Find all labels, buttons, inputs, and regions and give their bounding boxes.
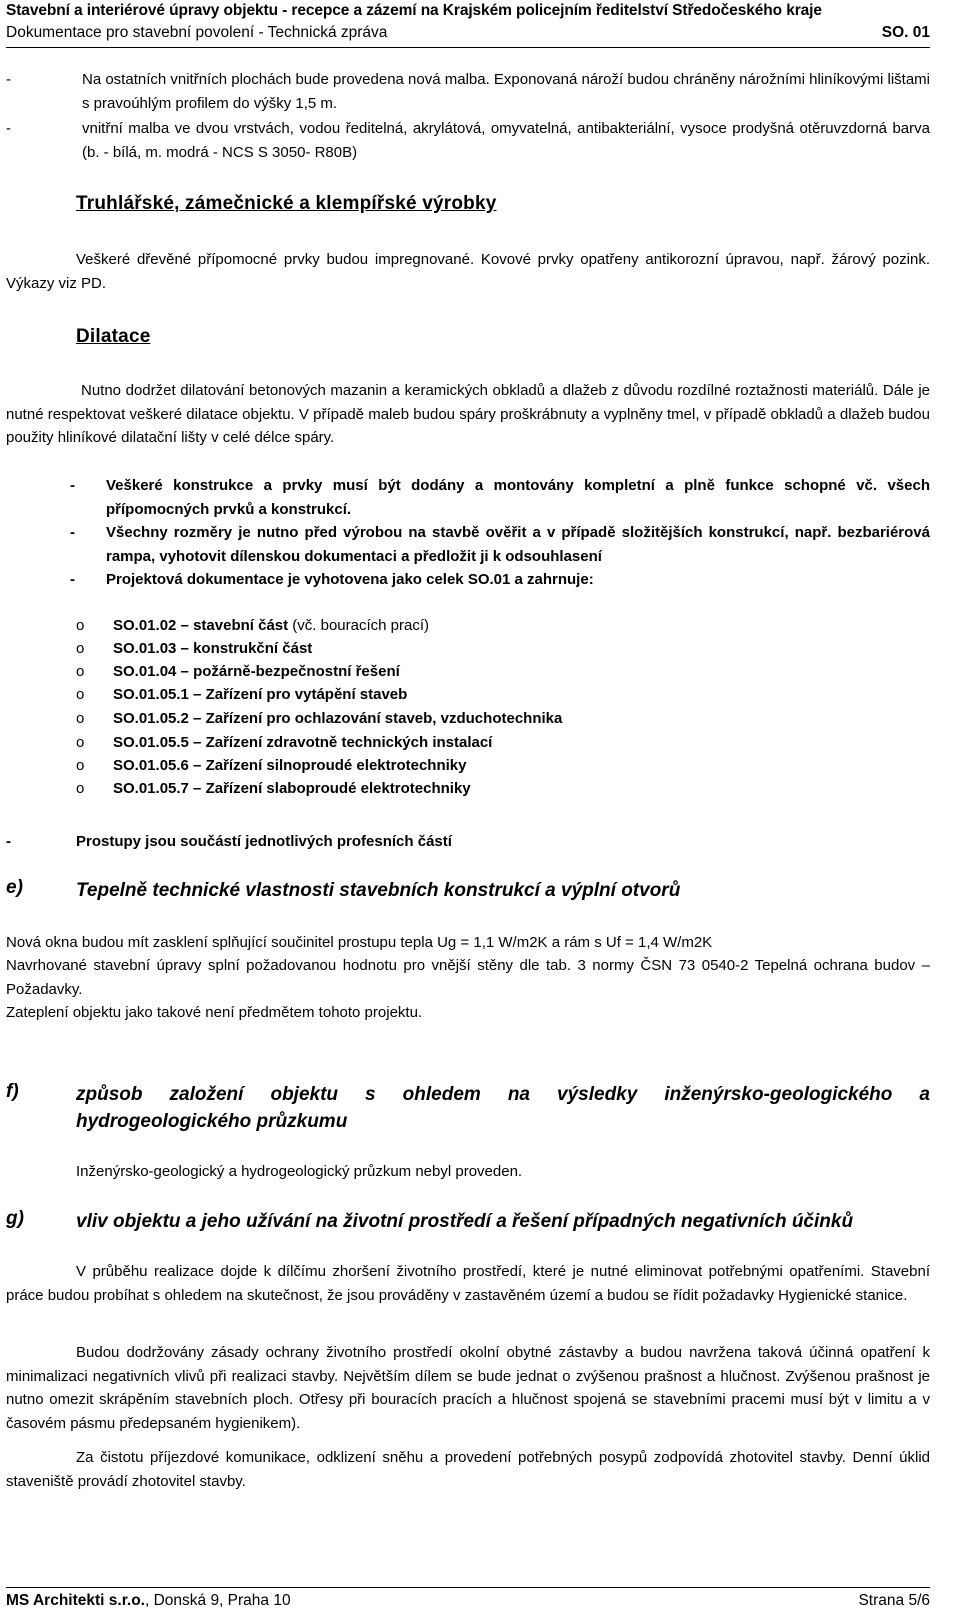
carpentry-heading: Truhlářské, zámečnické a klempířské výrobky — [76, 193, 497, 214]
footer-rule — [6, 1587, 930, 1588]
bullet-marker: o — [76, 640, 85, 657]
section-g-paragraph: Za čistotu příjezdové komunikace, odklizení sněhu a provedení potřebných posypů zodpovídá zhotovitel stavby. Denní úklid staveniště provádí zhotovitel stavby. — [6, 1449, 930, 1490]
header-rule — [6, 47, 930, 48]
section-e-line: Zateplení objektu jako takové není předmětem tohoto projektu. — [6, 1004, 423, 1021]
so-code: SO.01.02 — [113, 617, 177, 634]
section-f-letter: f) — [6, 1081, 19, 1102]
dash-marker: - — [6, 833, 11, 850]
so-code: SO.01.05.1 — [113, 686, 189, 703]
section-g-paragraph: V průběhu realizace dojde k dílčímu zhoršení životního prostředí, které je nutné eliminovat potřebnými opatřeními. Stavební práce budou probíhat s ohledem na skutečnost, že jsou prováděny v zastavěném území a budou se řídit požadavky Hygienické stanice. — [6, 1263, 930, 1304]
so-separator: – — [188, 686, 206, 703]
bullet-marker: o — [76, 757, 85, 774]
header-subtitle: Dokumentace pro stavební povolení - Technická zpráva — [6, 24, 388, 41]
bullet-marker: o — [76, 663, 85, 680]
section-e-line: Navrhované stavební úpravy splní požadovanou hodnotu pro vnější stěny dle tab. 3 normy ČSN 73 0540-2 Tepelná ochrana budov – Požadavky. — [6, 957, 930, 998]
prostupy-text: Prostupy jsou součástí jednotlivých profesních částí — [76, 833, 452, 850]
section-e-letter: e) — [6, 877, 23, 898]
footer-company: MS Architekti s.r.o. — [6, 1592, 145, 1609]
bullet-marker: o — [76, 686, 85, 703]
dash-marker: - — [70, 524, 75, 541]
so-name: Zařízení zdravotně technických instalací — [205, 734, 493, 751]
so-name: Zařízení slaboproudé elektrotechniky — [205, 780, 471, 797]
so-code: SO.01.04 — [113, 663, 177, 680]
bold-item-text: Všechny rozměry je nutno před výrobou na stavbě ověřit a v případě složitějších konstrukcí, např. bezbariérová rampa, vyhotovit dílenskou dokumentaci a předložit ji k odsouhlasení — [106, 524, 930, 565]
dash-marker: - — [6, 120, 11, 137]
carpentry-text: Veškeré dřevěné přípomocné prvky budou impregnované. Kovové prvky opatřeny antikorozní úpravou, např. žárový pozink. Výkazy viz PD. — [6, 251, 930, 292]
so-name: Zařízení pro vytápění staveb — [205, 686, 408, 703]
header-title: Stavební a interiérové úpravy objektu - recepce a zázemí na Krajském policejním ředitelství Středočeského kraje — [6, 2, 822, 19]
bold-item-text: Projektová dokumentace je vyhotovena jako celek SO.01 a zahrnuje: — [106, 571, 594, 588]
so-separator: – — [188, 757, 206, 774]
dash-marker: - — [6, 71, 11, 88]
so-code: SO.01.03 — [113, 640, 177, 657]
dilatace-heading: Dilatace — [76, 326, 151, 347]
so-name: požárně-bezpečnostní řešení — [193, 663, 400, 680]
so-code: SO.01.05.5 — [113, 734, 189, 751]
bullet-marker: o — [76, 710, 85, 727]
top-item-text: Na ostatních vnitřních plochách bude provedena nová malba. Exponovaná nároží budou chráněny nárožními hliníkovými lištami s pravoúhlým profilem do výšky 1,5 m. — [82, 71, 930, 112]
section-f-title: způsob založení objektu s ohledem na výsledky inženýrsko-geologického a hydrogeologického průzkumu — [76, 1084, 930, 1132]
section-e-line: Nová okna budou mít zasklení splňující součinitel prostupu tepla Ug = 1,1 W/m2K a rám s Uf = 1,4 W/m2K — [6, 934, 713, 951]
so-name: konstrukční část — [193, 640, 313, 657]
bullet-marker: o — [76, 617, 85, 634]
section-f-text: Inženýrsko-geologický a hydrogeologický průzkum nebyl proveden. — [76, 1163, 523, 1180]
section-g-title: vliv objektu a jeho užívání na životní prostředí a řešení případných negativních účinků — [76, 1211, 854, 1232]
so-extra: (vč. bouracích prací) — [288, 617, 430, 634]
so-code: SO.01.05.6 — [113, 757, 189, 774]
dilatace-text: Nutno dodržet dilatování betonových mazanin a keramických obkladů a dlažeb z důvodu rozdílné roztažnosti materiálů. Dále je nutné respektovat veškeré dilatace objektu. V případě maleb budou spáry proškrábnuty a vyplněny tmel, v případě obkladů a dlažeb budou použity hliníkové dilatační lišty v celé délce spáry. — [6, 382, 930, 446]
header-code: SO. 01 — [881, 24, 930, 41]
so-separator: – — [176, 617, 194, 634]
section-e-title: Tepelně technické vlastnosti stavebních konstrukcí a výplní otvorů — [76, 880, 681, 901]
so-name: stavební část — [193, 617, 289, 634]
section-g-paragraph: Budou dodržovány zásady ochrany životního prostředí okolní obytné zástavby a budou navržena taková účinná opatření k minimalizaci negativních vlivů při realizaci stavby. Největším dílem se bude jednat o zvýšenou prašnost a hlučnost. Zvýšenou prašnost je nutno omezit skrápěním stavebních ploch. Otřesy při bouracích pracích a hlučnost spojená se stavebními pracemi musí být v limitu a v časovém pásmu předepsaném hygienikem). — [6, 1344, 930, 1432]
so-separator: – — [188, 780, 206, 797]
so-separator: – — [176, 663, 194, 680]
top-item-text: vnitřní malba ve dvou vrstvách, vodou ředitelná, akrylátová, omyvatelná, antibakteriální, vysoce prodyšná otěruvzdorná barva (b. - bílá, m. modrá - NCS S 3050- R80B) — [82, 120, 930, 161]
bullet-marker: o — [76, 780, 85, 797]
footer-company-line — [6, 1592, 291, 1610]
so-separator: – — [176, 640, 194, 657]
section-g-letter: g) — [6, 1208, 24, 1229]
so-name: Zařízení pro ochlazování staveb, vzduchotechnika — [205, 710, 563, 727]
footer-address: , Donská 9, Praha 10 — [144, 1592, 291, 1609]
dash-marker: - — [70, 477, 75, 494]
so-separator: – — [188, 734, 206, 751]
so-name: Zařízení silnoproudé elektrotechniky — [205, 757, 467, 774]
bold-item-text: Veškeré konstrukce a prvky musí být dodány a montovány kompletní a plně funkce schopné vč. všech přípomocných prvků a konstrukcí. — [106, 477, 930, 518]
footer-page-number: Strana 5/6 — [858, 1592, 930, 1609]
bullet-marker: o — [76, 734, 85, 751]
so-separator: – — [188, 710, 206, 727]
so-code: SO.01.05.7 — [113, 780, 189, 797]
so-code: SO.01.05.2 — [113, 710, 189, 727]
dash-marker: - — [70, 571, 75, 588]
